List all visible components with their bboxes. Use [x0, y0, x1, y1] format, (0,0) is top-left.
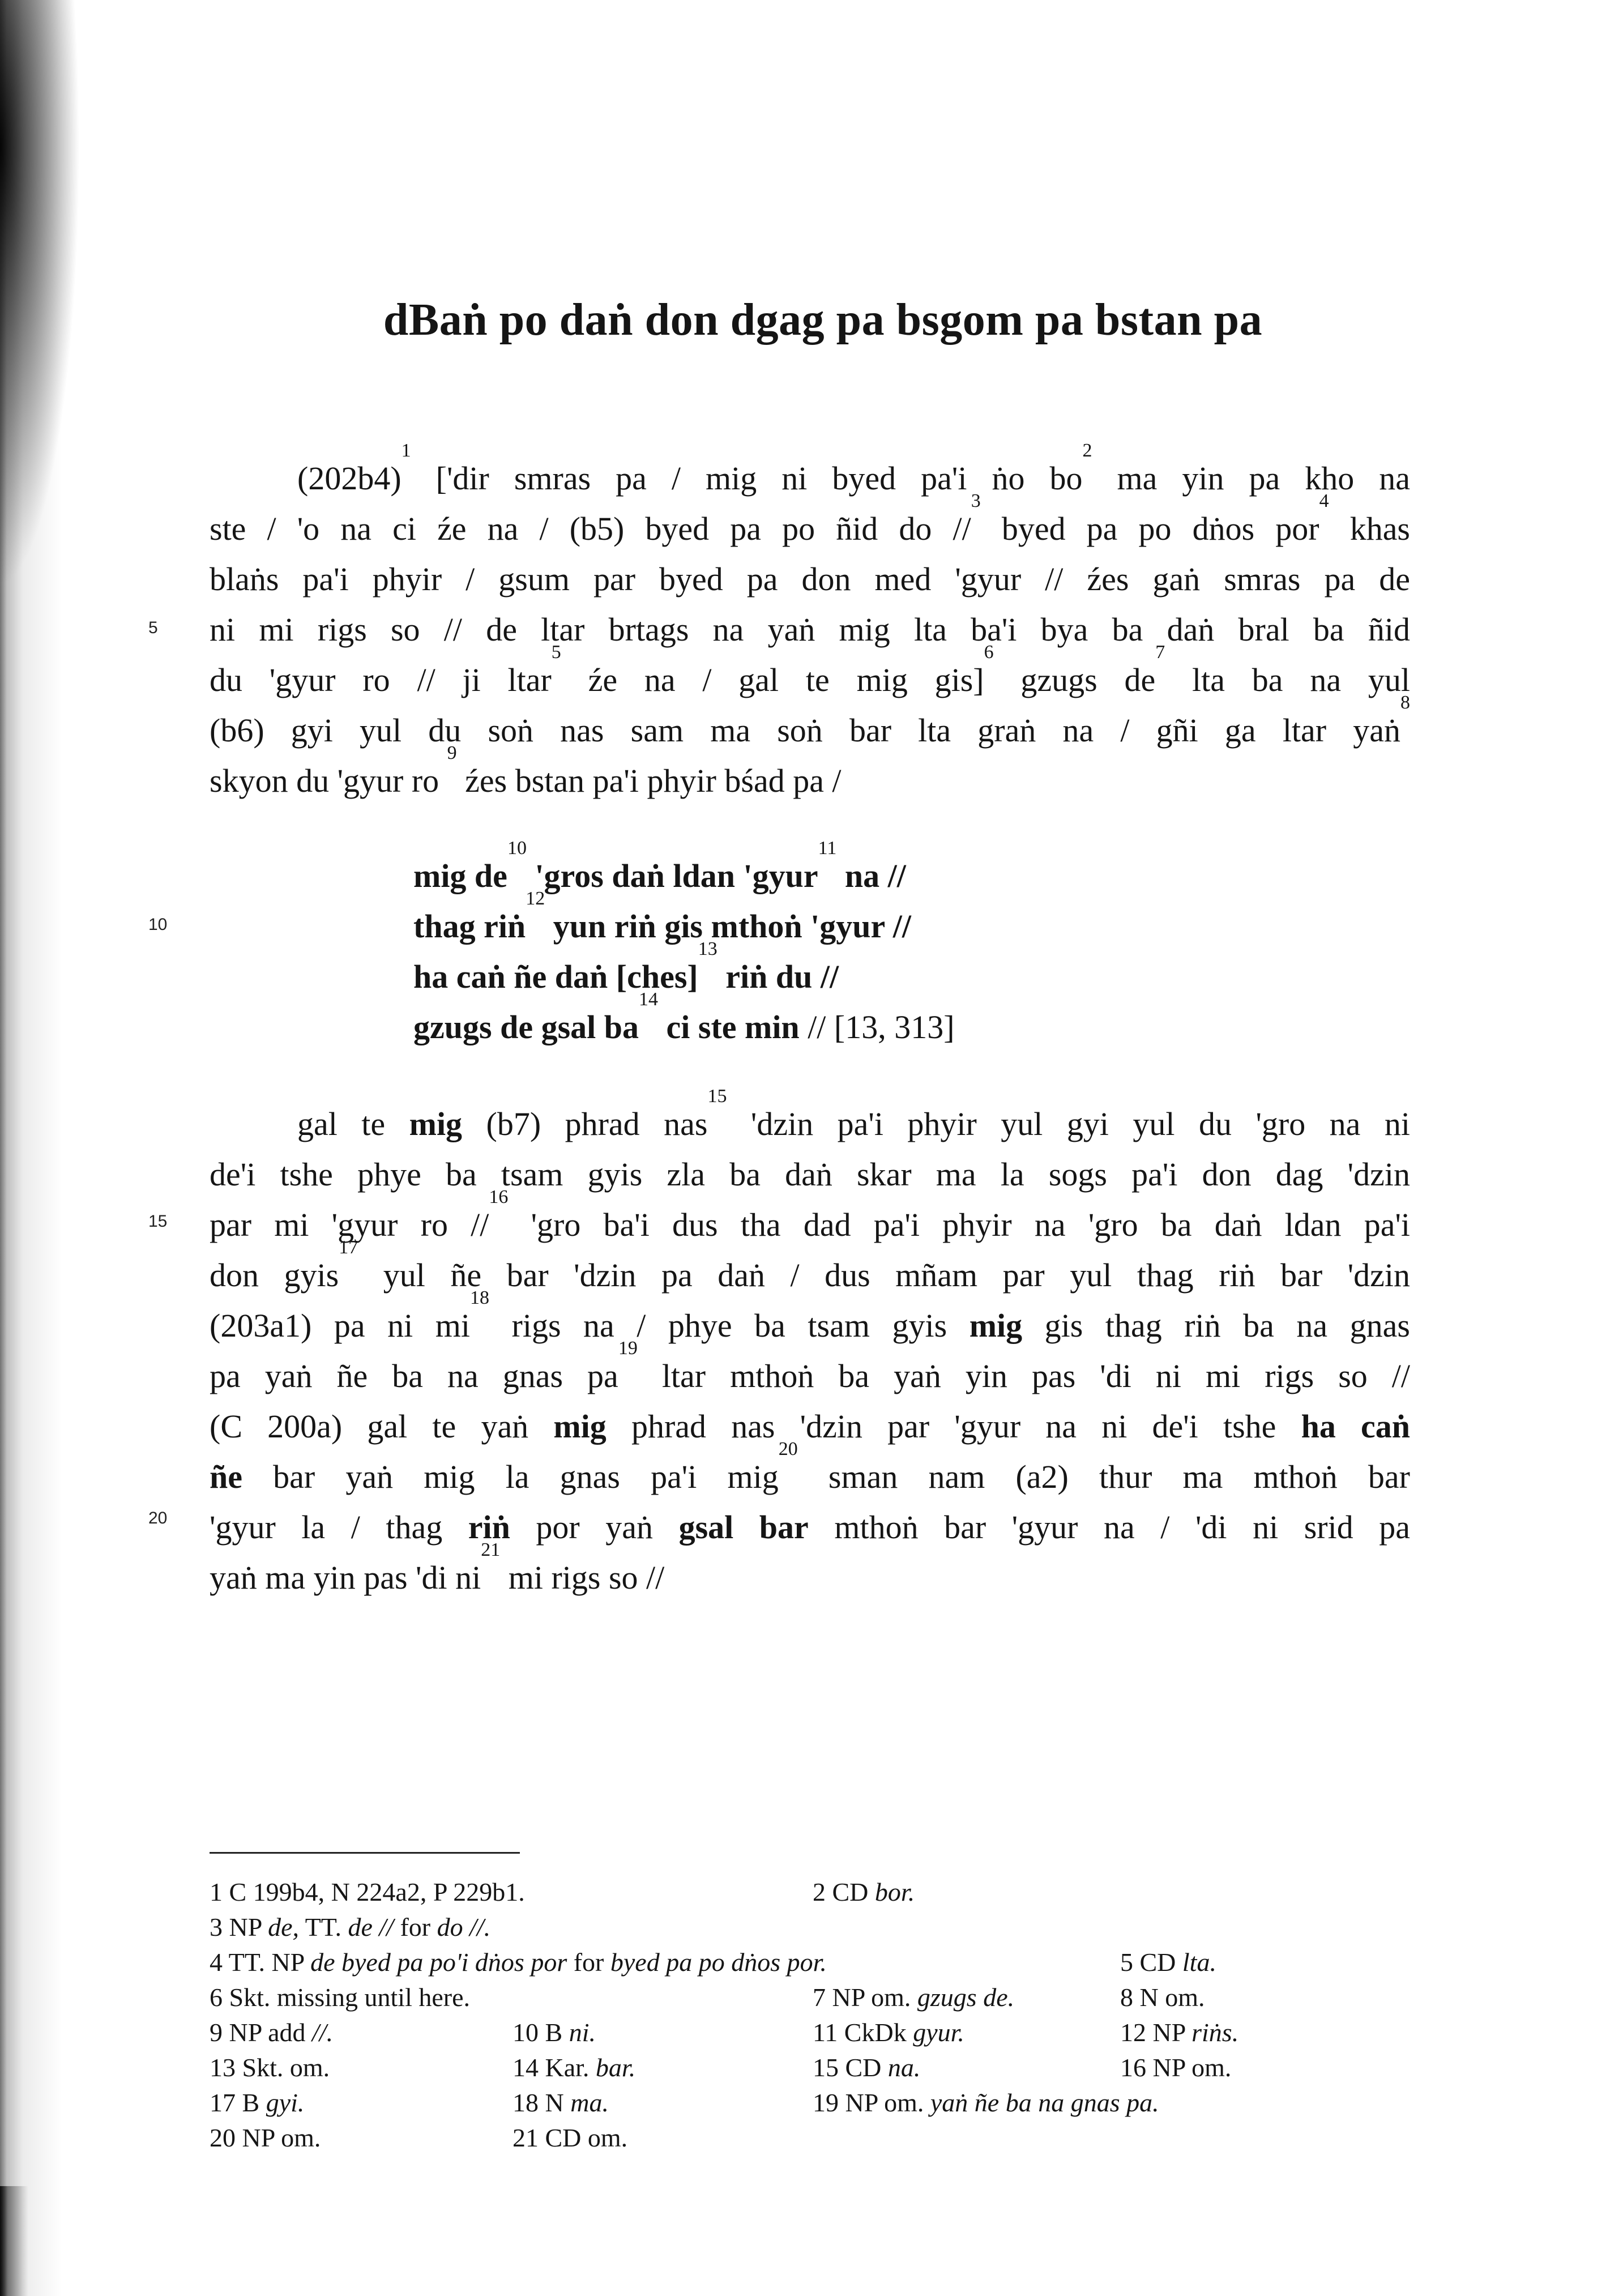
paragraph-2	[210, 1086, 1411, 1603]
footnote-19: 19 NP om. yaṅ ñe ba na gnas pa.	[813, 2088, 1159, 2117]
page-title: dBaṅ po daṅ don dgag pa bsgom pa bstan pa	[383, 295, 1263, 345]
footnote-4: 4 TT. NP de byed pa po'i dṅos por for byed pa po dṅos por.	[210, 1948, 827, 1977]
footnote-15: 15 CD na.	[813, 2053, 921, 2082]
footnote-2: 2 CD bor.	[813, 1877, 915, 1906]
verse-line: ha caṅ ñe daṅ [ches]$^{13}$ riṅ du //	[413, 938, 839, 995]
footnote-21: 21 CD om.	[512, 2123, 628, 2152]
verse-line: gzugs de gsal $ba^{14}$ ci ste min // [13, 313]	[413, 989, 955, 1045]
text-line: gal te mig (b7) phrad nas$^{15}$ 'dzin pa'i phyir yul gyi yul du 'gro na ni	[297, 1086, 1410, 1142]
footnote-17: 17 B gyi.	[210, 2088, 305, 2117]
verse-block	[413, 838, 1433, 1052]
text-line: (b6) gyi yul du soṅ nas sam ma soṅ bar lta graṅ na / gñi ga ltar yaṅ$^8$	[210, 692, 1410, 749]
footnote-6: 6 Skt. missing until here.	[210, 1983, 470, 2012]
line-number-20: 20	[148, 1509, 168, 1527]
text-line: ñe bar yaṅ mig la gnas pa'i mig$^{20}$ sman nam (a2) thur ma mthoṅ bar	[210, 1439, 1410, 1495]
text-line: (203a1) pa ni $mi^{18}$ rigs na / phye ba tsam gyis mig gis thag riṅ ba na gnas	[210, 1287, 1410, 1344]
binding-shadow-bottom	[0, 2186, 34, 2296]
text-line: ni mi rigs so // de ltar brtags na yaṅ mig lta ba'i bya ba daṅ bral ba ñid	[210, 611, 1410, 648]
footnote-3: 3 NP de, TT. de // for do //.	[210, 1913, 491, 1941]
footnote-14: 14 Kar. bar.	[512, 2053, 636, 2082]
footnote-9: 9 NP add //.	[210, 2018, 334, 2047]
text-line: $(202b4)^1$ ['dir smras pa / mig ni byed pa'i ṅo $bo^2$ ma yin pa kho na	[297, 440, 1410, 497]
text-line: blaṅs pa'i phyir / gsum par byed pa don med 'gyur // źes gaṅ smras pa de	[210, 561, 1410, 598]
line-number-10: 10	[148, 915, 168, 934]
text-line: ste / 'o na ci źe na / (b5) byed pa po ñid do //$^3$ byed pa po dṅos por$^4$ khas	[210, 490, 1411, 547]
text-line: 'gyur la / thag riṅ por yaṅ gsal bar mthoṅ bar 'gyur na / 'di ni srid pa	[210, 1509, 1411, 1546]
footnote-18: 18 N ma.	[512, 2088, 609, 2117]
footnote-11: 11 CkDk gyur.	[813, 2018, 964, 2047]
text-line: par mi 'gyur ro //$^{16}$ 'gro ba'i dus tha dad pa'i phyir na 'gro ba daṅ ldan pa'i	[210, 1187, 1411, 1243]
text-line: (C 200a) gal te yaṅ mig phrad nas 'dzin par 'gyur na ni de'i tshe ha caṅ	[210, 1408, 1410, 1445]
text-line: don gyis$^{17}$ yul ñe bar 'dzin pa daṅ / dus mñam par yul thag riṅ bar 'dzin	[210, 1237, 1410, 1294]
footnote-13: 13 Skt. om.	[210, 2053, 330, 2082]
line-number-5: 5	[148, 618, 158, 637]
footnote-10: 10 B ni.	[512, 2018, 596, 2047]
text-line: pa yaṅ ñe ba na gnas $pa^{19}$ ltar mthoṅ ba yaṅ yin pas 'di ni mi rigs so //	[210, 1338, 1411, 1394]
paragraph-1	[210, 440, 1411, 806]
text-line: du 'gyur ro // ji ltar$^5$ źe na / gal te mig gis]$^6$ gzugs $de^7$ lta ba na yul	[210, 642, 1410, 698]
verse-line: mig $de^{10}$ 'gros daṅ ldan 'gyur$^{11}$ na //	[413, 838, 906, 894]
footnote-20: 20 NP om.	[210, 2123, 321, 2152]
footnote-rule	[210, 1852, 520, 1854]
text-line: skyon du 'gyur ro $^9$ źes bstan pa'i phyir bśad pa /	[210, 742, 842, 799]
footnote-12: 12 NP riṅs.	[1120, 2018, 1239, 2047]
text-line: de'i tshe phye ba tsam gyis zla ba daṅ skar ma la sogs pa'i don dag 'dzin	[210, 1156, 1410, 1193]
footnote-8: 8 N om.	[1120, 1983, 1205, 2012]
footnote-5: 5 CD lta.	[1120, 1948, 1216, 1977]
footnote-16: 16 NP om.	[1120, 2053, 1232, 2082]
footnote-1: 1 C 199b4, N 224a2, P 229b1.	[210, 1877, 525, 1906]
line-number-15: 15	[148, 1212, 168, 1231]
verse-line: thag riṅ$^{12}$ yun riṅ gis mthoṅ 'gyur //	[413, 888, 911, 945]
footnote-7: 7 NP om. gzugs de.	[813, 1983, 1015, 2012]
text-line: yaṅ ma yin pas 'di $ni^{21}$ mi rigs so //	[210, 1539, 665, 1596]
